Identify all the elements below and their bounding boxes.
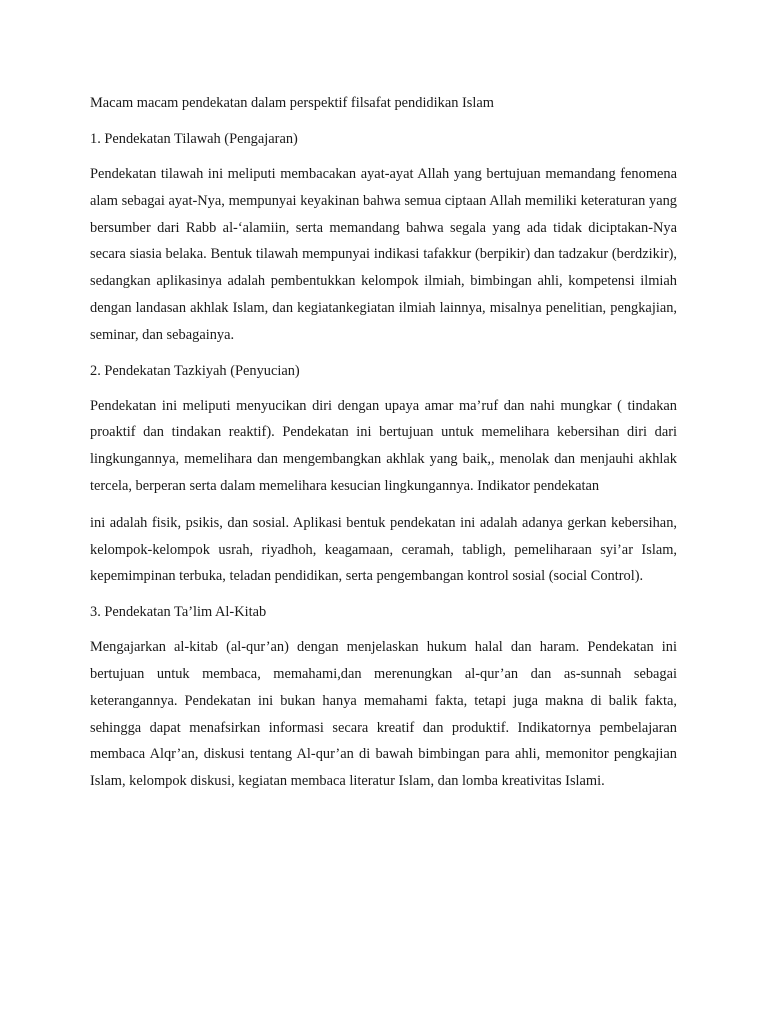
spacer [90, 590, 677, 600]
document-title: Macam macam pendekatan dalam perspektif filsafat pendidikan Islam [90, 95, 494, 111]
spacer [90, 349, 677, 359]
spacer [90, 115, 677, 127]
section-2-paragraph-1: Pendekatan ini meliputi menyucikan diri dengan upaya amar ma’ruf dan nahi mungkar ( tindakan proaktif dan tindakan reaktif). Pendekatan ini bertujuan untuk memelihara kebersihan diri dari lingkungannya, memelihara dan mengembangkan akhlak yang baik,, menolak dan menjauhi akhlak tercela, berperan serta dalam memelihara kesucian lingkungannya. Indikator pendekatan [90, 397, 677, 494]
section-2-heading: 2. Pendekatan Tazkiyah (Penyucian) [90, 362, 300, 379]
section-2-paragraph-2: ini adalah fisik, psikis, dan sosial. Aplikasi bentuk pendekatan ini adalah adanya gerkan kebersihan, kelompok-kelompok usrah, riyadhoh, keagamaan, ceramah, tabligh, pemeliharaan syi’ar Islam, kepemimpinan terbuka, teladan pendidikan, serta pengembangan kontrol sosial (social Control). [90, 514, 677, 585]
section-3-paragraph: Mengajarkan al-kitab (al-qur’an) dengan menjelaskan hukum halal dan haram. Pendekatan ini bertujuan untuk membaca, memahami,dan merenungkan al-qur’an dan as-sunnah sebagai keterangannya. Pendekatan ini bukan hanya memahami fakta, tetapi juga makna di balik fakta, sehingga dapat menafsirkan informasi secara kreatif dan produktif. Indikatornya pembelajaran membaca Alqr’an, diskusi tentang Al-qur’an di bawah bimbingan para ahli, memonitor pengkajian Islam, kelompok diskusi, kegiatan membaca literatur Islam, dan lomba kreativitas Islami. [90, 639, 677, 790]
spacer [90, 500, 677, 510]
section-1-paragraph: Pendekatan tilawah ini meliputi membacakan ayat-ayat Allah yang bertujuan memandang fenomena alam sebagai ayat-Nya, mempunyai keyakinan bahwa semua ciptaan Allah memiliki keteraturan yang bersumber dari Rabb al-‘alamiin, serta memandang bahwa segala yang ada tidak diciptakan-Nya secara siasia belaka. Bentuk tilawah mempunyai indikasi tafakkur (berpikir) dan tadzakur (berdzikir), sedangkan aplikasinya adalah pembentukkan kelompok ilmiah, bimbingan ahli, kompetensi ilmiah dengan landasan akhlak Islam, dan kegiatankegiatan ilmiah lainnya, misalnya penelitian, pengkajian, seminar, dan sebagainya. [90, 166, 677, 343]
section-1-heading: 1. Pendekatan Tilawah (Pengajaran) [90, 131, 298, 147]
spacer [90, 624, 677, 634]
spacer [90, 383, 677, 393]
document-page [90, 91, 677, 795]
section-3-heading: 3. Pendekatan Ta’lim Al-Kitab [90, 604, 267, 621]
spacer [90, 151, 677, 161]
